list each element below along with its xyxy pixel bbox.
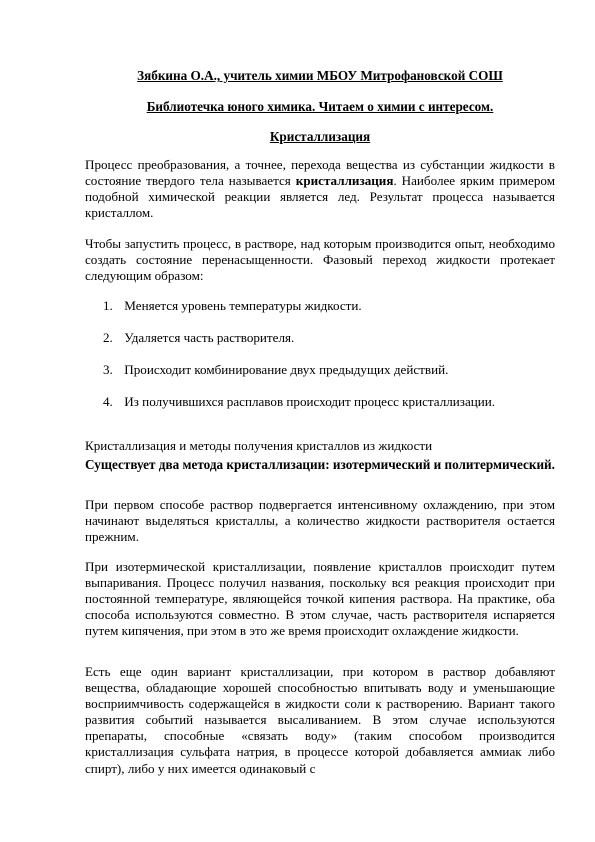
intro-text-after: . Наиболее ярким примером подобной химической реакции является лед. Результат процесса называется кристаллом. <box>85 173 556 221</box>
list-item <box>103 298 362 314</box>
list-item-number: 2. <box>103 330 113 345</box>
list-item-text: Из получившихся расплавов происходит процесс кристаллизации. <box>124 394 496 409</box>
list-item <box>103 330 294 346</box>
term-crystallization: кристаллизация <box>295 173 394 189</box>
list-item-text: Удаляется часть растворителя. <box>124 330 295 345</box>
methods-paragraph-3: Есть еще один вариант кристаллизации, при котором в раствор добавляют вещества, обладающие хорошей способностью впитывать воду и уменьшающие восприимчивость содержащейся в жидкости соли к растворению. Вариант такого развития событий называется высаливанием. В этом случае используются препараты, способные «связать воду» (таким способом производится кристаллизация сульфата натрия, в процессе которой добавляется аммиак либо спирт), либо у них имеется одинаковый с <box>85 664 555 776</box>
series-line: Библиотечка юного химика. Читаем о химии с интересом. <box>146 99 494 114</box>
methods-paragraph-2: При изотермической кристаллизации, появление кристаллов происходит путем выпаривания. Процесс получил названия, поскольку вся реакция происходит при постоянной температуре, являющейся точкой кипения раствора. На практике, оба способа используются совместно. В этом случае, часть растворителя испаряется путем кипячения, при этом в это же время происходит охлаждение жидкости. <box>85 559 555 639</box>
author-line: Зябкина О.А., учитель химии МБОУ Митрофановской СОШ <box>137 68 503 83</box>
methods-paragraph-1: При первом способе раствор подвергается интенсивному охлаждению, при этом начинают выделяться кристаллы, а количество жидкости растворителя остается прежним. <box>85 497 555 545</box>
list-item-text: Происходит комбинирование двух предыдущих действий. <box>124 362 449 377</box>
intro-text-before: Процесс преобразования, а точнее, перехода вещества из субстанции жидкости в состояние твердого тела называется <box>85 157 555 189</box>
intro-paragraph-2: Чтобы запустить процесс, в растворе, над которым производится опыт, необходимо создать состояние перенасыщенности. Фазовый переход жидкости протекает следующим образом: <box>85 236 555 284</box>
methods-line: Кристаллизация и методы получения кристаллов из жидкости <box>85 438 433 454</box>
page-title: Кристаллизация <box>269 129 371 144</box>
list-item <box>103 394 495 410</box>
list-item-number: 1. <box>103 298 113 313</box>
intro-paragraph-1 <box>85 157 555 221</box>
list-item <box>103 362 448 378</box>
methods-subheading: Существует два метода кристаллизации: изотермический и политермический. <box>85 457 555 472</box>
list-item-number: 4. <box>103 394 113 409</box>
list-item-text: Меняется уровень температуры жидкости. <box>124 298 362 313</box>
list-item-number: 3. <box>103 362 113 377</box>
